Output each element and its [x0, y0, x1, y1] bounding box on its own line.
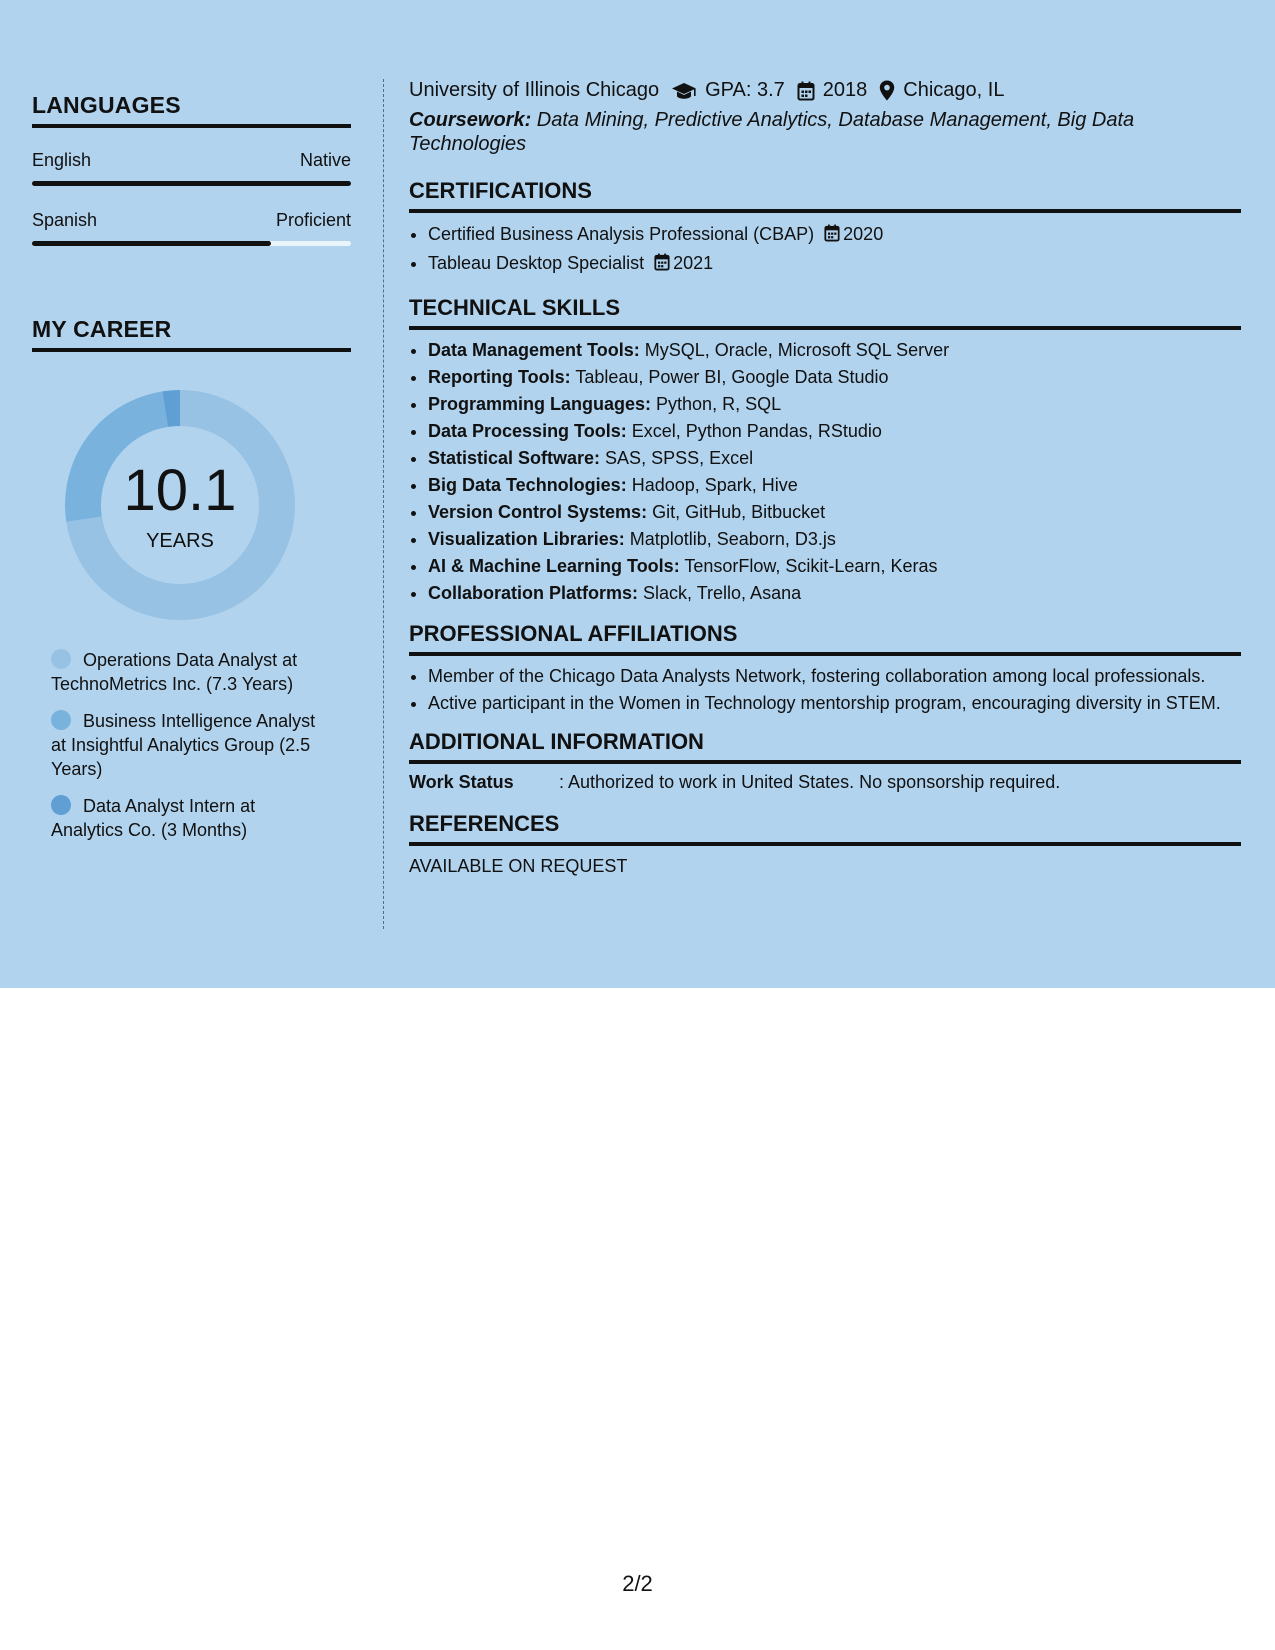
- school-name: University of Illinois Chicago: [409, 79, 660, 101]
- skill-item: [428, 581, 1241, 605]
- work-status-value: : Authorized to work in United States. No sponsorship required.: [559, 772, 1061, 792]
- skill-item: [428, 419, 1241, 443]
- certifications-list: [409, 222, 1241, 277]
- skill-value: SAS, SPSS, Excel: [600, 448, 754, 468]
- skill-value: Slack, Trello, Asana: [638, 583, 802, 603]
- certification-item: [428, 222, 1241, 248]
- legend-dot: [51, 649, 71, 669]
- skill-label: AI & Machine Learning Tools:: [428, 556, 680, 576]
- skill-label: Data Processing Tools:: [428, 421, 627, 441]
- additional-info-heading: ADDITIONAL INFORMATION: [409, 729, 1241, 764]
- calendar-icon: [654, 253, 670, 277]
- skill-label: Reporting Tools:: [428, 367, 571, 387]
- language-level: Native: [299, 150, 351, 170]
- skill-item: [428, 365, 1241, 389]
- certification-year: 2021: [673, 253, 714, 273]
- career-legend: [51, 648, 321, 842]
- skill-value: Tableau, Power BI, Google Data Studio: [570, 367, 889, 387]
- skill-value: MySQL, Oracle, Microsoft SQL Server: [639, 340, 950, 360]
- page-number: 2/2: [622, 1571, 653, 1596]
- certifications-heading: CERTIFICATIONS: [409, 178, 1241, 213]
- work-status-label: Work Status: [409, 772, 514, 792]
- coursework: [409, 108, 1241, 156]
- career-legend-item: [51, 709, 321, 781]
- skill-label: Statistical Software:: [428, 448, 601, 468]
- skill-item: [428, 338, 1241, 362]
- references-text: AVAILABLE ON REQUEST: [409, 856, 628, 876]
- graduation-cap-icon: [671, 81, 697, 101]
- language-bar-fill: [32, 241, 271, 246]
- skill-label: Visualization Libraries:: [428, 529, 625, 549]
- skill-label: Version Control Systems:: [428, 502, 648, 522]
- career-heading: MY CAREER: [32, 316, 351, 352]
- skill-item: [428, 446, 1241, 470]
- legend-dot: [51, 710, 71, 730]
- career-total-unit: YEARS: [146, 530, 214, 552]
- work-status: [409, 772, 1241, 793]
- school-location: Chicago, IL: [903, 79, 1005, 101]
- skill-label: Big Data Technologies:: [428, 475, 627, 495]
- language-bar: [32, 181, 351, 186]
- calendar-icon: [797, 81, 815, 101]
- language-name: Spanish: [32, 210, 98, 230]
- legend-label: Operations Data Analyst at TechnoMetrics Inc. (7.3 Years): [51, 650, 298, 694]
- right-column: [409, 79, 1241, 877]
- affiliation-item: • Active participant in the Women in Technology mentorship program, encouraging diversity in STEM.: [428, 691, 1241, 715]
- calendar-icon: [824, 224, 840, 248]
- coursework-label: Coursework:: [409, 109, 532, 131]
- skill-value: Git, GitHub, Bitbucket: [647, 502, 826, 522]
- languages-heading: LANGUAGES: [32, 92, 351, 128]
- affiliation-item: • Member of the Chicago Data Analysts Network, fostering collaboration among local professionals.: [428, 664, 1241, 688]
- map-pin-icon: [879, 80, 895, 101]
- gpa: GPA: 3.7: [705, 79, 785, 101]
- language-bar-fill: [32, 181, 351, 186]
- career-total-years: 10.1: [123, 458, 237, 523]
- affiliations-list: [409, 664, 1241, 715]
- career-legend-item: [51, 794, 321, 842]
- references-heading: REFERENCES: [409, 811, 1241, 846]
- certification-name: Tableau Desktop Specialist: [428, 253, 645, 273]
- skill-label: Data Management Tools:: [428, 340, 640, 360]
- skill-item: [428, 527, 1241, 551]
- certification-year: 2020: [843, 224, 884, 244]
- skill-value: Hadoop, Spark, Hive: [626, 475, 798, 495]
- career-donut-chart: [65, 390, 295, 620]
- certification-item: [428, 251, 1241, 277]
- skill-item: [428, 554, 1241, 578]
- skill-value: TensorFlow, Scikit-Learn, Keras: [679, 556, 938, 576]
- coursework-list: Data Mining, Predictive Analytics, Database Management, Big Data Technologies: [409, 109, 1135, 155]
- skill-value: Excel, Python Pandas, RStudio: [626, 421, 882, 441]
- career-legend-item: [51, 648, 321, 696]
- technical-skills-list: [409, 338, 1241, 605]
- technical-skills-heading: TECHNICAL SKILLS: [409, 295, 1241, 330]
- skill-label: Collaboration Platforms:: [428, 583, 639, 603]
- skill-value: Python, R, SQL: [651, 394, 782, 414]
- language-name: English: [32, 150, 92, 170]
- certification-name: Certified Business Analysis Professional (CBAP): [428, 224, 815, 244]
- legend-label: Business Intelligence Analyst at Insightful Analytics Group (2.5 Years): [51, 711, 316, 779]
- education-line: [409, 79, 1241, 102]
- legend-dot: [51, 795, 71, 815]
- legend-label: Data Analyst Intern at Analytics Co. (3 Months): [51, 796, 256, 840]
- language-item-spanish: [32, 210, 351, 246]
- language-level: Proficient: [275, 210, 351, 230]
- skill-item: [428, 473, 1241, 497]
- skill-value: Matplotlib, Seaborn, D3.js: [624, 529, 836, 549]
- graduation-year: 2018: [822, 79, 868, 101]
- skill-item: [428, 500, 1241, 524]
- column-divider: [383, 79, 384, 929]
- skill-label: Programming Languages:: [428, 394, 652, 414]
- skill-item: [428, 392, 1241, 416]
- affiliations-heading: PROFESSIONAL AFFILIATIONS: [409, 621, 1241, 656]
- language-item-english: [32, 150, 351, 186]
- language-bar: [32, 241, 351, 246]
- left-column: [32, 92, 351, 855]
